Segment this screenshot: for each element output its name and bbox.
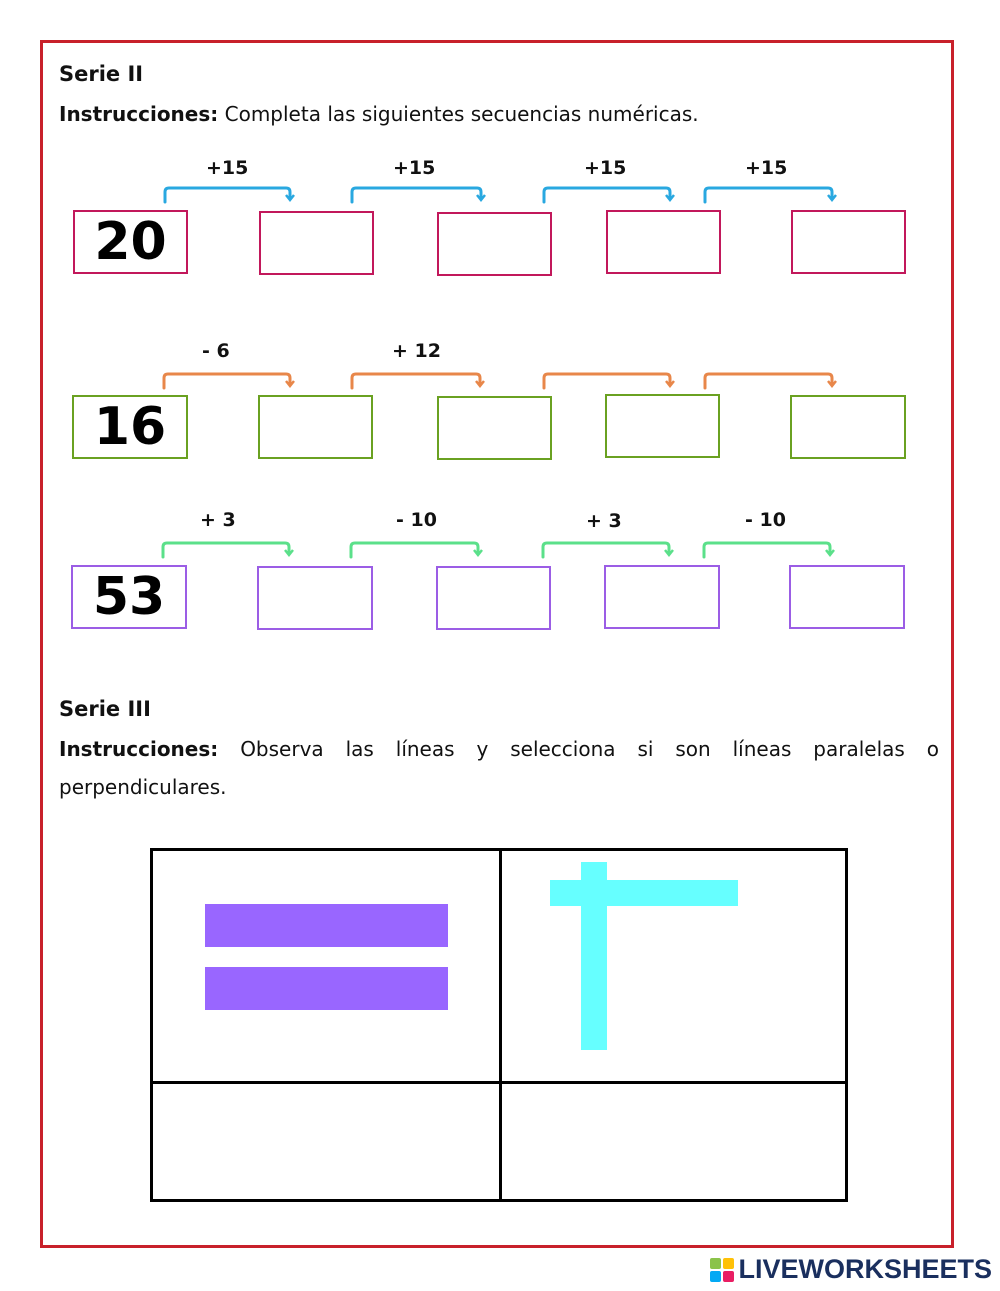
row2-answer-box-1[interactable] [258,395,373,459]
serie3-instr-text: Observa las líneas y selecciona si son líneas paralelas o perpendiculares. [59,737,939,799]
row2-start-box [72,395,188,459]
perpendicular-line-vertical [581,862,607,1050]
row2-step-label-1: - 6 [202,340,230,362]
row3-step-label-4: - 10 [745,509,786,531]
row2-arrow-2 [352,374,480,388]
serie2-instr-text: Completa las siguientes secuencias numéricas. [218,102,699,126]
logo-text: LIVEWORKSHEETS [738,1254,992,1284]
row3-answer-box-2[interactable] [436,566,551,630]
row1-start-value: 20 [94,212,167,272]
row3-arrow-4 [704,543,830,557]
parallel-lines-figure [153,851,499,1081]
row1-arrow-2 [352,188,481,202]
row1-answer-box-2[interactable] [437,212,552,276]
serie2-title: Serie II [59,62,144,86]
row2-arrow-3 [544,374,670,388]
row2-step-label-2: + 12 [392,340,441,362]
row2-answer-box-4[interactable] [790,395,906,459]
row3-arrow-1 [163,543,289,557]
serie3-instr-label: Instrucciones: [59,737,219,761]
parallel-line-top [205,904,448,947]
serie3-title: Serie III [59,697,151,721]
row1-step-label-3: +15 [584,157,627,179]
row1-arrow-1 [165,188,290,202]
row2-arrow-4 [705,374,832,388]
logo-icon [710,1258,734,1282]
parallel-answer-cell[interactable] [153,1084,499,1199]
perpendicular-answer-cell[interactable] [502,1084,845,1199]
row3-start-value: 53 [92,567,166,627]
row1-step-label-2: +15 [393,157,436,179]
row3-arrow-2 [351,543,478,557]
serie3-instructions [59,730,939,806]
row3-step-label-1: + 3 [200,509,236,531]
serie2-instr-label: Instrucciones: [59,102,219,126]
row3-step-label-2: - 10 [396,509,437,531]
row2-answer-box-2[interactable] [437,396,552,460]
row2-start-value: 16 [93,397,167,457]
row1-step-label-4: +15 [745,157,788,179]
row1-answer-box-4[interactable] [791,210,906,274]
row1-arrow-4 [705,188,832,202]
row1-arrow-3 [544,188,670,202]
row3-step-label-3: + 3 [586,510,622,532]
perpendicular-line-horizontal [550,880,738,906]
row3-arrow-3 [543,543,669,557]
lines-table [150,848,848,1202]
row3-answer-box-1[interactable] [257,566,373,630]
row1-start-box [73,210,188,274]
row1-answer-box-3[interactable] [606,210,721,274]
row1-step-label-1: +15 [206,157,249,179]
row3-start-box [71,565,187,629]
liveworksheets-logo [710,1254,992,1285]
row3-answer-box-4[interactable] [789,565,905,629]
row3-answer-box-3[interactable] [604,565,720,629]
perpendicular-lines-figure [502,851,845,1081]
row2-answer-box-3[interactable] [605,394,720,458]
row2-arrow-1 [164,374,290,388]
row1-answer-box-1[interactable] [259,211,374,275]
parallel-line-bottom [205,967,448,1010]
